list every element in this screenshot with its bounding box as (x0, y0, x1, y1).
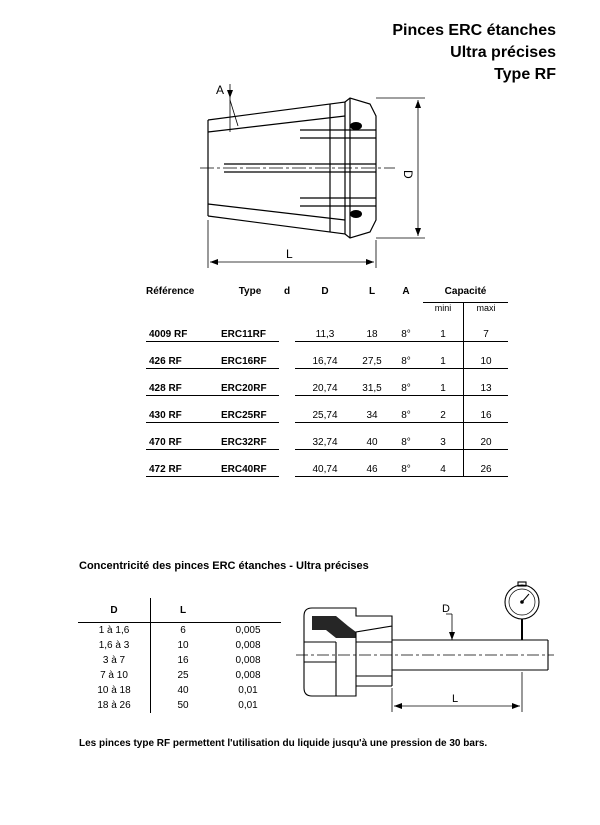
conc-D: 3 à 7 (78, 653, 151, 668)
row-D: 11,3 (295, 315, 355, 342)
row-mini: 1 (423, 369, 464, 396)
row-type: ERC32RF (221, 423, 279, 450)
row-maxi: 26 (464, 450, 509, 477)
table-row (146, 450, 508, 477)
title-line-2: Ultra précises (450, 44, 556, 61)
table-row (78, 638, 281, 653)
conc-value: 0,008 (235, 640, 261, 651)
row-D: 16,74 (295, 342, 355, 369)
concentricity-title: Concentricité des pinces ERC étanches - Ultra précises (79, 560, 369, 572)
row-D: 25,74 (295, 396, 355, 423)
row-L: 34 (355, 396, 389, 423)
row-L: 31,5 (355, 369, 389, 396)
table-row (146, 423, 508, 450)
title-line-3: Type RF (494, 66, 556, 83)
col-D: D (321, 286, 329, 297)
row-mini: 4 (423, 450, 464, 477)
row-A: 8° (389, 396, 423, 423)
row-D: 40,74 (295, 450, 355, 477)
row-maxi: 20 (464, 423, 509, 450)
conc-value: 0,008 (235, 670, 261, 681)
col-d: d (283, 286, 291, 297)
row-mini: 1 (423, 342, 464, 369)
row-A: 8° (389, 342, 423, 369)
conc-L: 40 (177, 685, 189, 696)
col-L: L (368, 286, 376, 297)
table-row (78, 683, 281, 698)
conc-L: 6 (180, 625, 186, 636)
col-mini: mini (423, 303, 464, 316)
row-A: 8° (389, 450, 423, 477)
col-capacite: Capacité (423, 286, 508, 303)
row-reference: 426 RF (146, 342, 221, 369)
row-L: 46 (355, 450, 389, 477)
row-A: 8° (389, 369, 423, 396)
row-maxi: 7 (464, 315, 509, 342)
conc-col-L: L (151, 598, 216, 623)
row-A: 8° (389, 315, 423, 342)
table-row (78, 668, 281, 683)
row-L: 27,5 (355, 342, 389, 369)
angle-label: A (216, 83, 225, 97)
row-type: ERC40RF (221, 450, 279, 477)
conc-D: 7 à 10 (78, 668, 151, 683)
row-mini: 1 (423, 315, 464, 342)
conc-D: 10 à 18 (78, 683, 151, 698)
table-row (78, 698, 281, 713)
conc-value: 0,01 (238, 685, 258, 696)
concentricity-table (78, 598, 281, 713)
row-reference: 430 RF (146, 396, 221, 423)
conc-value: 0,005 (235, 625, 261, 636)
conc-L: 16 (177, 655, 189, 666)
row-reference: 470 RF (146, 423, 221, 450)
row-maxi: 10 (464, 342, 509, 369)
conc-col-D: D (78, 598, 151, 623)
col-type: Type (238, 286, 262, 297)
conc-D: 18 à 26 (78, 698, 151, 713)
concentricity-drawing (296, 572, 556, 717)
row-L: 18 (355, 315, 389, 342)
conc-value: 0,01 (238, 700, 258, 711)
conc-L: 10 (177, 640, 189, 651)
table-row (78, 653, 281, 668)
col-maxi: maxi (476, 303, 496, 313)
row-mini: 2 (423, 396, 464, 423)
row-D: 20,74 (295, 369, 355, 396)
table-row (78, 623, 281, 639)
row-reference: 4009 RF (146, 315, 221, 342)
conc-L: 25 (177, 670, 189, 681)
row-A: 8° (389, 423, 423, 450)
table-row (146, 396, 508, 423)
row-mini: 3 (423, 423, 464, 450)
table-row (146, 342, 508, 369)
title-line-1: Pinces ERC étanches (392, 22, 556, 39)
col-A: A (402, 286, 410, 297)
table-row (146, 315, 508, 342)
row-maxi: 13 (464, 369, 509, 396)
diameter-label: D (401, 170, 415, 179)
reference-table (146, 286, 508, 477)
row-type: ERC25RF (221, 396, 279, 423)
row-type: ERC20RF (221, 369, 279, 396)
row-reference: 472 RF (146, 450, 221, 477)
row-type: ERC11RF (221, 315, 279, 342)
row-L: 40 (355, 423, 389, 450)
col-reference: Référence (146, 286, 195, 297)
conc-value: 0,008 (235, 655, 261, 666)
collet-drawing (180, 70, 440, 280)
conc-D: 1 à 1,6 (78, 623, 151, 639)
row-D: 32,74 (295, 423, 355, 450)
drawing-length-label: L (452, 693, 459, 705)
conc-L: 50 (177, 700, 189, 711)
length-label: L (286, 247, 293, 261)
drawing-diameter-label: D (442, 603, 450, 615)
row-type: ERC16RF (221, 342, 279, 369)
table-row (146, 369, 508, 396)
footnote: Les pinces type RF permettent l'utilisation du liquide jusqu'à une pression de 30 bars. (79, 738, 488, 749)
row-maxi: 16 (464, 396, 509, 423)
row-reference: 428 RF (146, 369, 221, 396)
conc-D: 1,6 à 3 (78, 638, 151, 653)
